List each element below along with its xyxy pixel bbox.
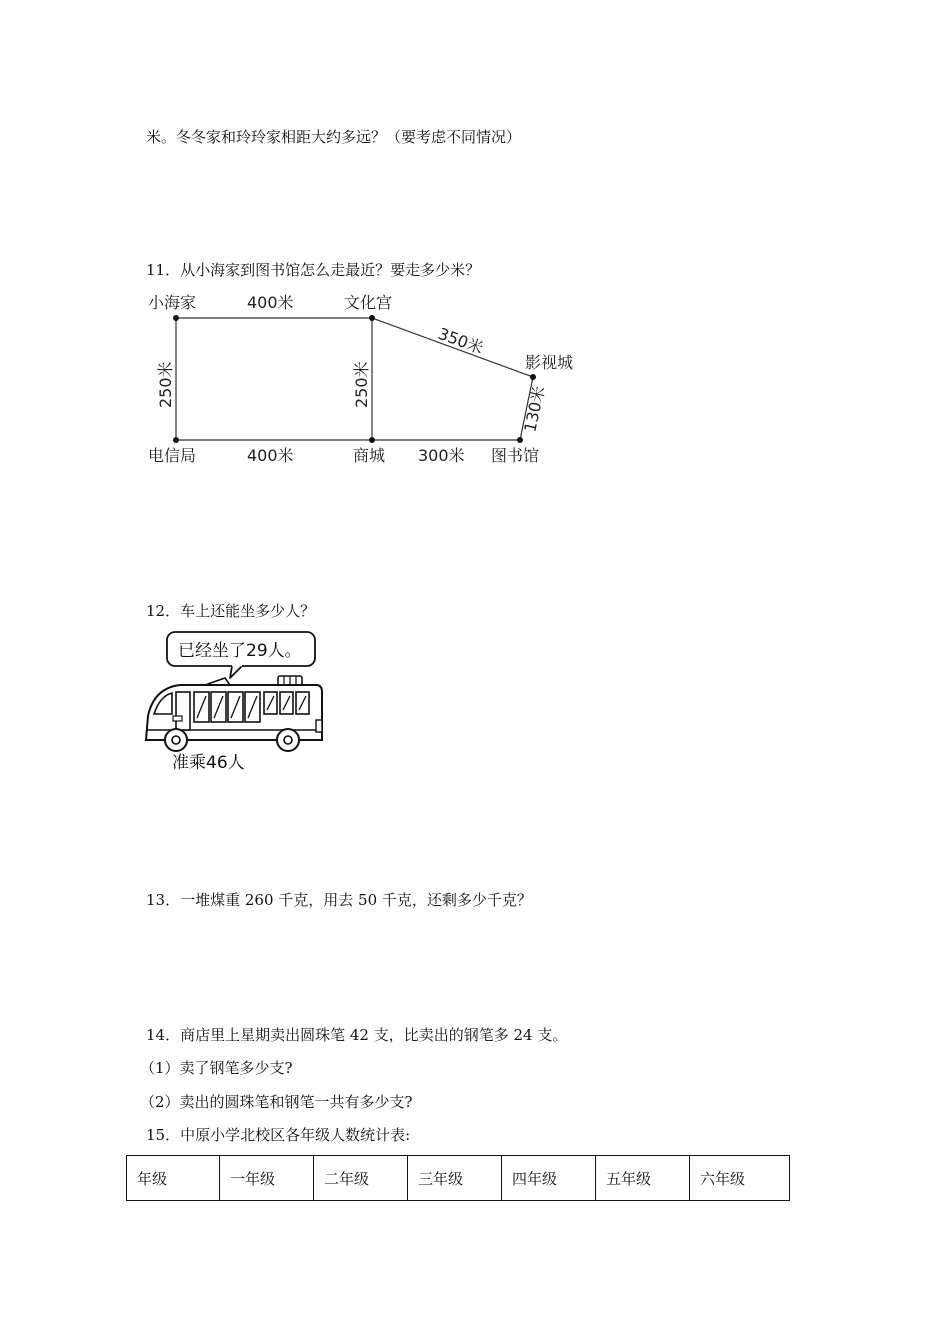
table-header-cell: 四年级 xyxy=(502,1156,596,1201)
dist-mall-library: 300米 xyxy=(418,446,465,465)
dist-home-culture: 400米 xyxy=(247,293,294,312)
q14-sub2: （2）卖出的圆珠笔和钢笔一共有多少支? xyxy=(140,1093,413,1111)
place-home: 小海家 xyxy=(148,293,197,312)
place-telecom: 电信局 xyxy=(148,446,197,465)
bus-capacity: 准乘46人 xyxy=(172,753,245,773)
table-header-cell: 年级 xyxy=(127,1156,220,1201)
place-mall: 商城 xyxy=(353,446,386,465)
dist-home-telecom: 250米 xyxy=(156,361,175,408)
table-row xyxy=(127,1156,790,1201)
q11-question: 11．从小海家到图书馆怎么走最近？要走多少米？ xyxy=(146,261,481,279)
q14-sub1: （1）卖了钢笔多少支? xyxy=(140,1059,293,1077)
grade-table xyxy=(126,1155,790,1201)
table-header-cell: 五年级 xyxy=(596,1156,690,1201)
dist-cinema-library: 130米 xyxy=(520,384,549,434)
place-cinema: 影视城 xyxy=(525,353,574,372)
dist-telecom-mall: 400米 xyxy=(247,446,294,465)
place-culture-palace: 文化宫 xyxy=(344,293,393,312)
table-header-cell: 二年级 xyxy=(314,1156,408,1201)
table-header-cell: 三年级 xyxy=(408,1156,502,1201)
q13-question: 13．一堆煤重 260 千克，用去 50 千克，还剩多少千克？ xyxy=(146,891,532,909)
q10-continuation: 米。冬冬家和玲玲家相距大约多远？（要考虑不同情况） xyxy=(146,128,522,146)
q12-question: 12．车上还能坐多少人？ xyxy=(146,602,316,620)
table-header-cell: 六年级 xyxy=(690,1156,790,1201)
place-library: 图书馆 xyxy=(491,446,540,465)
dist-culture-mall: 250米 xyxy=(352,361,371,408)
route-map xyxy=(140,290,600,470)
speech-text: 已经坐了29人。 xyxy=(178,641,302,661)
dist-culture-cinema: 350米 xyxy=(435,323,486,358)
table-header-cell: 一年级 xyxy=(220,1156,314,1201)
bus-illustration xyxy=(140,630,340,775)
q15-question: 15．中原小学北校区各年级人数统计表: xyxy=(146,1126,411,1144)
q14-question: 14．商店里上星期卖出圆珠笔 42 支，比卖出的钢笔多 24 支。 xyxy=(146,1026,568,1044)
